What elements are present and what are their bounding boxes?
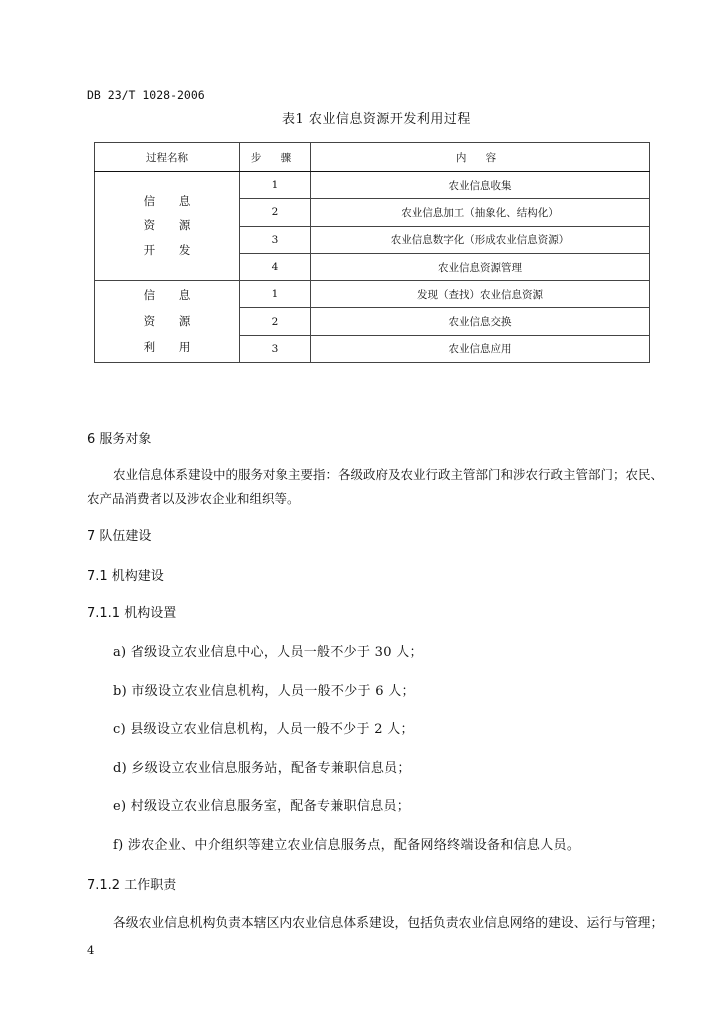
group-name-use: 信 息 资 源 利 用 bbox=[95, 281, 240, 363]
step-cell: 3 bbox=[240, 226, 311, 253]
content-cell: 农业信息收集 bbox=[311, 172, 650, 199]
page-number: 4 bbox=[87, 943, 95, 957]
content-cell: 农业信息数字化（形成农业信息资源） bbox=[311, 226, 650, 253]
content-cell: 农业信息交换 bbox=[311, 308, 650, 335]
step-cell: 1 bbox=[240, 281, 311, 308]
section-6-paragraph-line2: 农产品消费者以及涉农企业和组织等。 bbox=[87, 491, 300, 506]
section-7-1-heading: 7.1 机构建设 bbox=[87, 569, 164, 584]
list-item: b) 市级设立农业信息机构，人员一般不少于 6 人； bbox=[113, 684, 415, 699]
step-cell: 2 bbox=[240, 199, 311, 226]
content-cell: 发现（查找）农业信息资源 bbox=[311, 281, 650, 308]
list-item: d) 乡级设立农业信息服务站，配备专兼职信息员； bbox=[113, 761, 411, 776]
group-name-develop: 信 息 资 源 开 发 bbox=[95, 172, 240, 281]
step-cell: 2 bbox=[240, 308, 311, 335]
header-process-name: 过程名称 bbox=[95, 143, 240, 172]
content-cell: 农业信息应用 bbox=[311, 335, 650, 362]
content-cell: 农业信息资源管理 bbox=[311, 253, 650, 280]
list-item: f) 涉农企业、中介组织等建立农业信息服务点，配备网络终端设备和信息人员。 bbox=[113, 838, 581, 853]
table-header-row bbox=[95, 143, 650, 172]
process-table bbox=[94, 142, 650, 363]
table-row bbox=[95, 172, 650, 199]
list-item: c) 县级设立农业信息机构，人员一般不少于 2 人； bbox=[113, 722, 414, 737]
section-7-1-2-paragraph-line1: 各级农业信息机构负责本辖区内农业信息体系建设，包括负责农业信息网络的建设、运行与管理； bbox=[113, 916, 664, 931]
section-7-1-1-heading: 7.1.1 机构设置 bbox=[87, 606, 177, 621]
step-cell: 3 bbox=[240, 335, 311, 362]
document-number: DB 23/T 1028-2006 bbox=[87, 88, 205, 102]
section-7-heading: 7 队伍建设 bbox=[87, 529, 152, 544]
section-6-paragraph-line1: 农业信息体系建设中的服务对象主要指：各级政府及农业行政主管部门和涉农行政主管部门；农民、 bbox=[113, 467, 664, 482]
table-row bbox=[95, 281, 650, 308]
content-cell: 农业信息加工（抽象化、结构化） bbox=[311, 199, 650, 226]
section-7-1-2-heading: 7.1.2 工作职责 bbox=[87, 878, 177, 893]
step-cell: 4 bbox=[240, 253, 311, 280]
list-item: e) 村级设立农业信息服务室，配备专兼职信息员； bbox=[113, 799, 411, 814]
list-item: a) 省级设立农业信息中心，人员一般不少于 30 人； bbox=[113, 645, 423, 660]
table-caption: 表1 农业信息资源开发利用过程 bbox=[282, 112, 471, 127]
step-cell: 1 bbox=[240, 172, 311, 199]
header-content: 内 容 bbox=[311, 143, 650, 172]
header-step: 步 骤 bbox=[240, 143, 311, 172]
section-6-heading: 6 服务对象 bbox=[87, 432, 152, 447]
